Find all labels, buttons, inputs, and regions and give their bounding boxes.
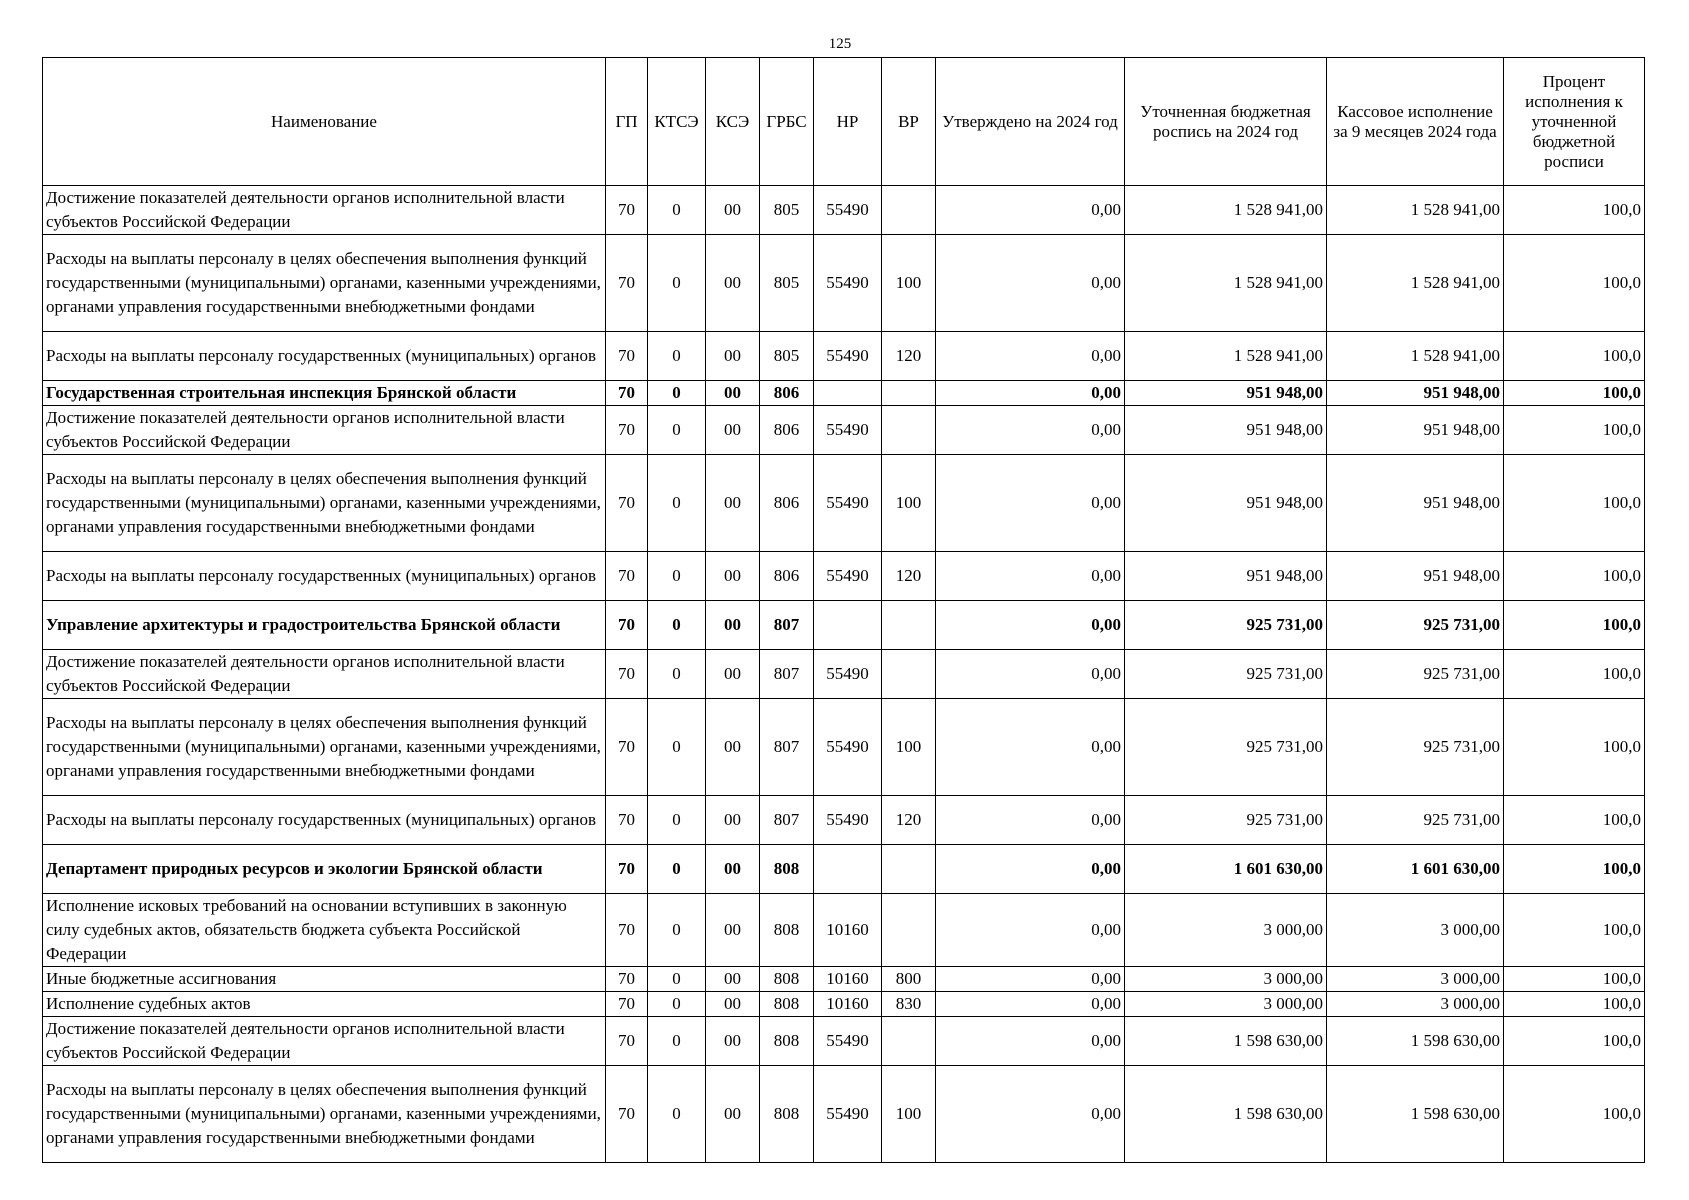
kse-cell: 00 <box>706 894 760 967</box>
percent-cell: 100,0 <box>1504 992 1645 1017</box>
vr-cell <box>882 186 936 235</box>
cash-cell: 1 598 630,00 <box>1327 1066 1504 1163</box>
cash-cell: 925 731,00 <box>1327 796 1504 845</box>
vr-cell: 120 <box>882 796 936 845</box>
grbs-cell: 808 <box>760 894 814 967</box>
vr-cell: 800 <box>882 967 936 992</box>
nr-cell: 10160 <box>814 967 882 992</box>
approved-cell: 0,00 <box>936 381 1125 406</box>
grbs-cell: 807 <box>760 699 814 796</box>
kse-cell: 00 <box>706 1066 760 1163</box>
refined-cell: 925 731,00 <box>1125 650 1327 699</box>
header-kse: КСЭ <box>706 58 760 186</box>
nr-cell: 55490 <box>814 332 882 381</box>
table-row <box>43 699 1645 796</box>
ktse-cell: 0 <box>648 1066 706 1163</box>
header-grbs: ГРБС <box>760 58 814 186</box>
gp-cell: 70 <box>606 796 648 845</box>
gp-cell: 70 <box>606 650 648 699</box>
ktse-cell: 0 <box>648 650 706 699</box>
table-row <box>43 406 1645 455</box>
name-cell: Расходы на выплаты персоналу в целях обеспечения выполнения функций государственными (муниципальными) органами, казенными учреждениями, органами управления государственными внебюджетными фондами <box>43 699 606 796</box>
refined-cell: 925 731,00 <box>1125 601 1327 650</box>
vr-cell: 100 <box>882 1066 936 1163</box>
approved-cell: 0,00 <box>936 699 1125 796</box>
refined-cell: 1 528 941,00 <box>1125 186 1327 235</box>
header-nr: НР <box>814 58 882 186</box>
grbs-cell: 808 <box>760 992 814 1017</box>
table-row <box>43 894 1645 967</box>
refined-cell: 3 000,00 <box>1125 967 1327 992</box>
vr-cell <box>882 381 936 406</box>
kse-cell: 00 <box>706 235 760 332</box>
name-cell: Расходы на выплаты персоналу государственных (муниципальных) органов <box>43 552 606 601</box>
vr-cell: 120 <box>882 552 936 601</box>
ktse-cell: 0 <box>648 796 706 845</box>
table-row <box>43 381 1645 406</box>
kse-cell: 00 <box>706 381 760 406</box>
table-header <box>43 58 1645 186</box>
gp-cell: 70 <box>606 235 648 332</box>
grbs-cell: 806 <box>760 455 814 552</box>
gp-cell: 70 <box>606 455 648 552</box>
vr-cell <box>882 845 936 894</box>
cash-cell: 951 948,00 <box>1327 381 1504 406</box>
percent-cell: 100,0 <box>1504 601 1645 650</box>
percent-cell: 100,0 <box>1504 1017 1645 1066</box>
name-cell: Управление архитектуры и градостроительства Брянской области <box>43 601 606 650</box>
nr-cell: 55490 <box>814 552 882 601</box>
gp-cell: 70 <box>606 332 648 381</box>
vr-cell: 100 <box>882 235 936 332</box>
vr-cell <box>882 894 936 967</box>
ktse-cell: 0 <box>648 967 706 992</box>
vr-cell: 830 <box>882 992 936 1017</box>
budget-table <box>42 57 1645 1163</box>
refined-cell: 3 000,00 <box>1125 894 1327 967</box>
cash-cell: 951 948,00 <box>1327 455 1504 552</box>
kse-cell: 00 <box>706 845 760 894</box>
grbs-cell: 805 <box>760 186 814 235</box>
grbs-cell: 806 <box>760 381 814 406</box>
nr-cell: 55490 <box>814 1066 882 1163</box>
nr-cell: 55490 <box>814 1017 882 1066</box>
name-cell: Департамент природных ресурсов и экологии Брянской области <box>43 845 606 894</box>
nr-cell <box>814 845 882 894</box>
kse-cell: 00 <box>706 967 760 992</box>
gp-cell: 70 <box>606 992 648 1017</box>
vr-cell: 100 <box>882 455 936 552</box>
kse-cell: 00 <box>706 455 760 552</box>
page-number: 125 <box>828 36 852 52</box>
ktse-cell: 0 <box>648 406 706 455</box>
name-cell: Иные бюджетные ассигнования <box>43 967 606 992</box>
gp-cell: 70 <box>606 381 648 406</box>
grbs-cell: 808 <box>760 1066 814 1163</box>
ktse-cell: 0 <box>648 552 706 601</box>
nr-cell: 55490 <box>814 796 882 845</box>
approved-cell: 0,00 <box>936 894 1125 967</box>
vr-cell <box>882 601 936 650</box>
refined-cell: 951 948,00 <box>1125 406 1327 455</box>
gp-cell: 70 <box>606 406 648 455</box>
ktse-cell: 0 <box>648 992 706 1017</box>
gp-cell: 70 <box>606 845 648 894</box>
vr-cell <box>882 650 936 699</box>
kse-cell: 00 <box>706 992 760 1017</box>
nr-cell: 55490 <box>814 650 882 699</box>
kse-cell: 00 <box>706 650 760 699</box>
gp-cell: 70 <box>606 967 648 992</box>
header-approved: Утверждено на 2024 год <box>936 58 1125 186</box>
approved-cell: 0,00 <box>936 796 1125 845</box>
table-row <box>43 601 1645 650</box>
cash-cell: 925 731,00 <box>1327 601 1504 650</box>
approved-cell: 0,00 <box>936 235 1125 332</box>
ktse-cell: 0 <box>648 235 706 332</box>
gp-cell: 70 <box>606 699 648 796</box>
table-row <box>43 796 1645 845</box>
ktse-cell: 0 <box>648 894 706 967</box>
percent-cell: 100,0 <box>1504 406 1645 455</box>
approved-cell: 0,00 <box>936 332 1125 381</box>
kse-cell: 00 <box>706 186 760 235</box>
percent-cell: 100,0 <box>1504 332 1645 381</box>
percent-cell: 100,0 <box>1504 967 1645 992</box>
cash-cell: 1 528 941,00 <box>1327 186 1504 235</box>
ktse-cell: 0 <box>648 455 706 552</box>
approved-cell: 0,00 <box>936 845 1125 894</box>
vr-cell <box>882 1017 936 1066</box>
percent-cell: 100,0 <box>1504 235 1645 332</box>
kse-cell: 00 <box>706 332 760 381</box>
percent-cell: 100,0 <box>1504 455 1645 552</box>
refined-cell: 1 601 630,00 <box>1125 845 1327 894</box>
cash-cell: 1 528 941,00 <box>1327 332 1504 381</box>
table-row <box>43 845 1645 894</box>
approved-cell: 0,00 <box>936 601 1125 650</box>
kse-cell: 00 <box>706 796 760 845</box>
cash-cell: 1 598 630,00 <box>1327 1017 1504 1066</box>
nr-cell: 10160 <box>814 992 882 1017</box>
refined-cell: 925 731,00 <box>1125 699 1327 796</box>
name-cell: Достижение показателей деятельности органов исполнительной власти субъектов Российской Федерации <box>43 406 606 455</box>
nr-cell <box>814 381 882 406</box>
percent-cell: 100,0 <box>1504 894 1645 967</box>
nr-cell: 55490 <box>814 699 882 796</box>
ktse-cell: 0 <box>648 381 706 406</box>
cash-cell: 3 000,00 <box>1327 967 1504 992</box>
approved-cell: 0,00 <box>936 650 1125 699</box>
name-cell: Расходы на выплаты персоналу в целях обеспечения выполнения функций государственными (муниципальными) органами, казенными учреждениями, органами управления государственными внебюджетными фондами <box>43 455 606 552</box>
percent-cell: 100,0 <box>1504 552 1645 601</box>
approved-cell: 0,00 <box>936 1017 1125 1066</box>
nr-cell: 55490 <box>814 186 882 235</box>
percent-cell: 100,0 <box>1504 699 1645 796</box>
table-row <box>43 455 1645 552</box>
refined-cell: 1 598 630,00 <box>1125 1066 1327 1163</box>
table-row <box>43 186 1645 235</box>
approved-cell: 0,00 <box>936 406 1125 455</box>
nr-cell <box>814 601 882 650</box>
header-ktse: КТСЭ <box>648 58 706 186</box>
grbs-cell: 808 <box>760 967 814 992</box>
cash-cell: 951 948,00 <box>1327 552 1504 601</box>
grbs-cell: 805 <box>760 235 814 332</box>
name-cell: Расходы на выплаты персоналу государственных (муниципальных) органов <box>43 332 606 381</box>
gp-cell: 70 <box>606 601 648 650</box>
gp-cell: 70 <box>606 1017 648 1066</box>
table-row <box>43 552 1645 601</box>
header-gp: ГП <box>606 58 648 186</box>
vr-cell <box>882 406 936 455</box>
cash-cell: 3 000,00 <box>1327 894 1504 967</box>
ktse-cell: 0 <box>648 601 706 650</box>
ktse-cell: 0 <box>648 845 706 894</box>
refined-cell: 951 948,00 <box>1125 381 1327 406</box>
header-vr: ВР <box>882 58 936 186</box>
cash-cell: 925 731,00 <box>1327 650 1504 699</box>
refined-cell: 1 528 941,00 <box>1125 235 1327 332</box>
table-row <box>43 1066 1645 1163</box>
refined-cell: 951 948,00 <box>1125 552 1327 601</box>
refined-cell: 3 000,00 <box>1125 992 1327 1017</box>
grbs-cell: 808 <box>760 845 814 894</box>
nr-cell: 55490 <box>814 406 882 455</box>
grbs-cell: 807 <box>760 650 814 699</box>
kse-cell: 00 <box>706 552 760 601</box>
vr-cell: 120 <box>882 332 936 381</box>
approved-cell: 0,00 <box>936 967 1125 992</box>
name-cell: Исполнение исковых требований на основании вступивших в законную силу судебных актов, обязательств бюджета субъекта Российской Федерации <box>43 894 606 967</box>
kse-cell: 00 <box>706 601 760 650</box>
refined-cell: 951 948,00 <box>1125 455 1327 552</box>
gp-cell: 70 <box>606 186 648 235</box>
table-row <box>43 235 1645 332</box>
ktse-cell: 0 <box>648 332 706 381</box>
name-cell: Достижение показателей деятельности органов исполнительной власти субъектов Российской Федерации <box>43 1017 606 1066</box>
percent-cell: 100,0 <box>1504 381 1645 406</box>
grbs-cell: 806 <box>760 552 814 601</box>
ktse-cell: 0 <box>648 1017 706 1066</box>
cash-cell: 1 528 941,00 <box>1327 235 1504 332</box>
approved-cell: 0,00 <box>936 1066 1125 1163</box>
approved-cell: 0,00 <box>936 552 1125 601</box>
refined-cell: 1 598 630,00 <box>1125 1017 1327 1066</box>
percent-cell: 100,0 <box>1504 650 1645 699</box>
gp-cell: 70 <box>606 552 648 601</box>
refined-cell: 925 731,00 <box>1125 796 1327 845</box>
cash-cell: 3 000,00 <box>1327 992 1504 1017</box>
nr-cell: 10160 <box>814 894 882 967</box>
name-cell: Расходы на выплаты персоналу в целях обеспечения выполнения функций государственными (муниципальными) органами, казенными учреждениями, органами управления государственными внебюджетными фондами <box>43 235 606 332</box>
grbs-cell: 805 <box>760 332 814 381</box>
percent-cell: 100,0 <box>1504 186 1645 235</box>
nr-cell: 55490 <box>814 455 882 552</box>
nr-cell: 55490 <box>814 235 882 332</box>
table-row <box>43 650 1645 699</box>
kse-cell: 00 <box>706 699 760 796</box>
cash-cell: 925 731,00 <box>1327 699 1504 796</box>
grbs-cell: 808 <box>760 1017 814 1066</box>
table-row <box>43 1017 1645 1066</box>
header-cash: Кассовое исполнение за 9 месяцев 2024 года <box>1327 58 1504 186</box>
cash-cell: 1 601 630,00 <box>1327 845 1504 894</box>
approved-cell: 0,00 <box>936 455 1125 552</box>
name-cell: Расходы на выплаты персоналу в целях обеспечения выполнения функций государственными (муниципальными) органами, казенными учреждениями, органами управления государственными внебюджетными фондами <box>43 1066 606 1163</box>
table-row <box>43 332 1645 381</box>
header-refined: Уточненная бюджетная роспись на 2024 год <box>1125 58 1327 186</box>
name-cell: Достижение показателей деятельности органов исполнительной власти субъектов Российской Федерации <box>43 650 606 699</box>
cash-cell: 951 948,00 <box>1327 406 1504 455</box>
grbs-cell: 807 <box>760 796 814 845</box>
header-percent: Процент исполнения к уточненной бюджетной росписи <box>1504 58 1645 186</box>
table-row <box>43 967 1645 992</box>
percent-cell: 100,0 <box>1504 1066 1645 1163</box>
refined-cell: 1 528 941,00 <box>1125 332 1327 381</box>
percent-cell: 100,0 <box>1504 845 1645 894</box>
header-name: Наименование <box>43 58 606 186</box>
gp-cell: 70 <box>606 894 648 967</box>
approved-cell: 0,00 <box>936 186 1125 235</box>
ktse-cell: 0 <box>648 186 706 235</box>
name-cell: Достижение показателей деятельности органов исполнительной власти субъектов Российской Федерации <box>43 186 606 235</box>
gp-cell: 70 <box>606 1066 648 1163</box>
table-body <box>43 186 1645 1163</box>
name-cell: Расходы на выплаты персоналу государственных (муниципальных) органов <box>43 796 606 845</box>
grbs-cell: 807 <box>760 601 814 650</box>
kse-cell: 00 <box>706 1017 760 1066</box>
name-cell: Государственная строительная инспекция Брянской области <box>43 381 606 406</box>
grbs-cell: 806 <box>760 406 814 455</box>
name-cell: Исполнение судебных актов <box>43 992 606 1017</box>
vr-cell: 100 <box>882 699 936 796</box>
approved-cell: 0,00 <box>936 992 1125 1017</box>
kse-cell: 00 <box>706 406 760 455</box>
table-row <box>43 992 1645 1017</box>
ktse-cell: 0 <box>648 699 706 796</box>
percent-cell: 100,0 <box>1504 796 1645 845</box>
